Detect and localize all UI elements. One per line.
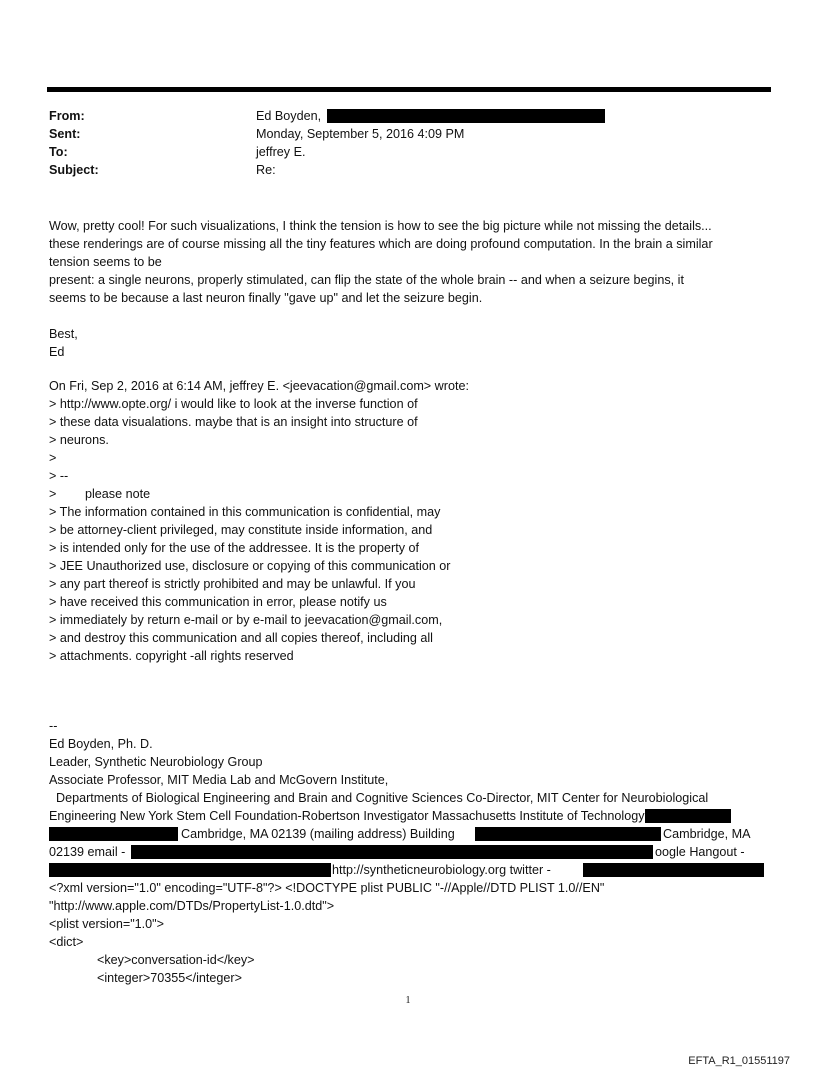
quote-line: > these data visualations. maybe that is an insight into structure of (49, 415, 418, 429)
sig-line (49, 807, 731, 825)
body-line: tension seems to be (49, 255, 162, 269)
redaction-box (583, 863, 764, 877)
xml-line: <key>conversation-id</key> (97, 953, 255, 967)
signature-block (49, 717, 751, 987)
body-line: seems to be because a last neuron finally "gave up" and let the seizure begin. (49, 291, 483, 305)
body-line: Wow, pretty cool! For such visualizations, I think the tension is how to see the big picture while not missing the details... (49, 219, 712, 233)
message-body (49, 217, 713, 361)
document-id: EFTA_R1_01551197 (688, 1055, 790, 1067)
sig-line: Leader, Synthetic Neurobiology Group (49, 755, 263, 769)
xml-line: <plist version="1.0"> (49, 917, 165, 931)
sig-line: Ed Boyden, Ph. D. (49, 737, 153, 751)
quote-line: > be attorney-client privileged, may constitute inside information, and (49, 523, 433, 537)
sig-text: Engineering New York Stem Cell Foundation-Robertson Investigator Massachusetts Institute of Technology (49, 809, 645, 823)
sig-line: Associate Professor, MIT Media Lab and McGovern Institute, (49, 773, 389, 787)
quote-line: > http://www.opte.org/ i would like to look at the inverse function of (49, 397, 418, 411)
sent-value: Monday, September 5, 2016 4:09 PM (256, 127, 465, 141)
xml-line: <dict> (49, 935, 84, 949)
header-rule (47, 87, 771, 92)
from-label: From: (49, 109, 85, 123)
quote-line: > neurons. (49, 433, 109, 447)
redaction-box (49, 863, 331, 877)
redaction-box (327, 109, 605, 123)
sig-text: 02139 email - (49, 845, 126, 859)
quote-line: > (49, 451, 57, 465)
quote-note: please note (85, 487, 151, 501)
page-number: 1 (405, 995, 411, 1006)
sig-text: Cambridge, MA 02139 (mailing address) Building (181, 827, 455, 841)
quote-line: > attachments. copyright -all rights reserved (49, 649, 294, 663)
quote-line: > immediately by return e-mail or by e-mail to jeevacation@gmail.com, (49, 613, 443, 627)
sig-text: Cambridge, MA (663, 827, 751, 841)
from-value (256, 107, 605, 125)
redaction-box (49, 827, 178, 841)
redaction-box (131, 845, 653, 859)
quoted-message (49, 377, 469, 665)
xml-line: <?xml version="1.0" encoding="UTF-8"?> <!DOCTYPE plist PUBLIC "-//Apple//DTD PLIST 1.0//EN" (49, 881, 605, 895)
subject-value: Re: (256, 163, 276, 177)
quote-intro: On Fri, Sep 2, 2016 at 6:14 AM, jeffrey E. <jeevacation@gmail.com> wrote: (49, 379, 469, 393)
quote-line: > and destroy this communication and all copies thereof, including all (49, 631, 433, 645)
quote-line: > is intended only for the use of the addressee. It is the property of (49, 541, 419, 555)
sig-line (49, 825, 751, 843)
sig-text: oogle Hangout - (655, 845, 745, 859)
xml-line: "http://www.apple.com/DTDs/PropertyList-1.0.dtd"> (49, 899, 335, 913)
redaction-box (645, 809, 731, 823)
sig-line: Departments of Biological Engineering and Brain and Cognitive Sciences Co-Director, MIT Center for Neurobiological (49, 791, 709, 805)
quote-line (49, 485, 469, 503)
from-name: Ed Boyden, (256, 109, 322, 123)
quote-line: > The information contained in this communication is confidential, may (49, 505, 441, 519)
quote-line: > -- (49, 469, 69, 483)
to-label: To: (49, 145, 68, 159)
body-line: these renderings are of course missing all the tiny features which are doing profound computation. In the brain a similar (49, 237, 713, 251)
quote-line: > any part thereof is strictly prohibited and may be unlawful. If you (49, 577, 416, 591)
to-value: jeffrey E. (256, 145, 306, 159)
sent-label: Sent: (49, 127, 81, 141)
subject-label: Subject: (49, 163, 99, 177)
sig-line (49, 861, 731, 879)
body-line: present: a single neurons, properly stimulated, can flip the state of the whole brain -- and when a seizure begins, it (49, 273, 684, 287)
redaction-box (475, 827, 661, 841)
quote-line: > have received this communication in error, please notify us (49, 595, 387, 609)
sig-line (49, 843, 745, 861)
sender-name: Ed (49, 345, 65, 359)
closing: Best, (49, 327, 78, 341)
quote-marker: > (49, 487, 57, 501)
sig-dashes: -- (49, 719, 58, 733)
xml-line: <integer>70355</integer> (97, 971, 242, 985)
sig-text: http://syntheticneurobiology.org twitter - (332, 863, 551, 877)
quote-line: > JEE Unauthorized use, disclosure or copying of this communication or (49, 559, 451, 573)
